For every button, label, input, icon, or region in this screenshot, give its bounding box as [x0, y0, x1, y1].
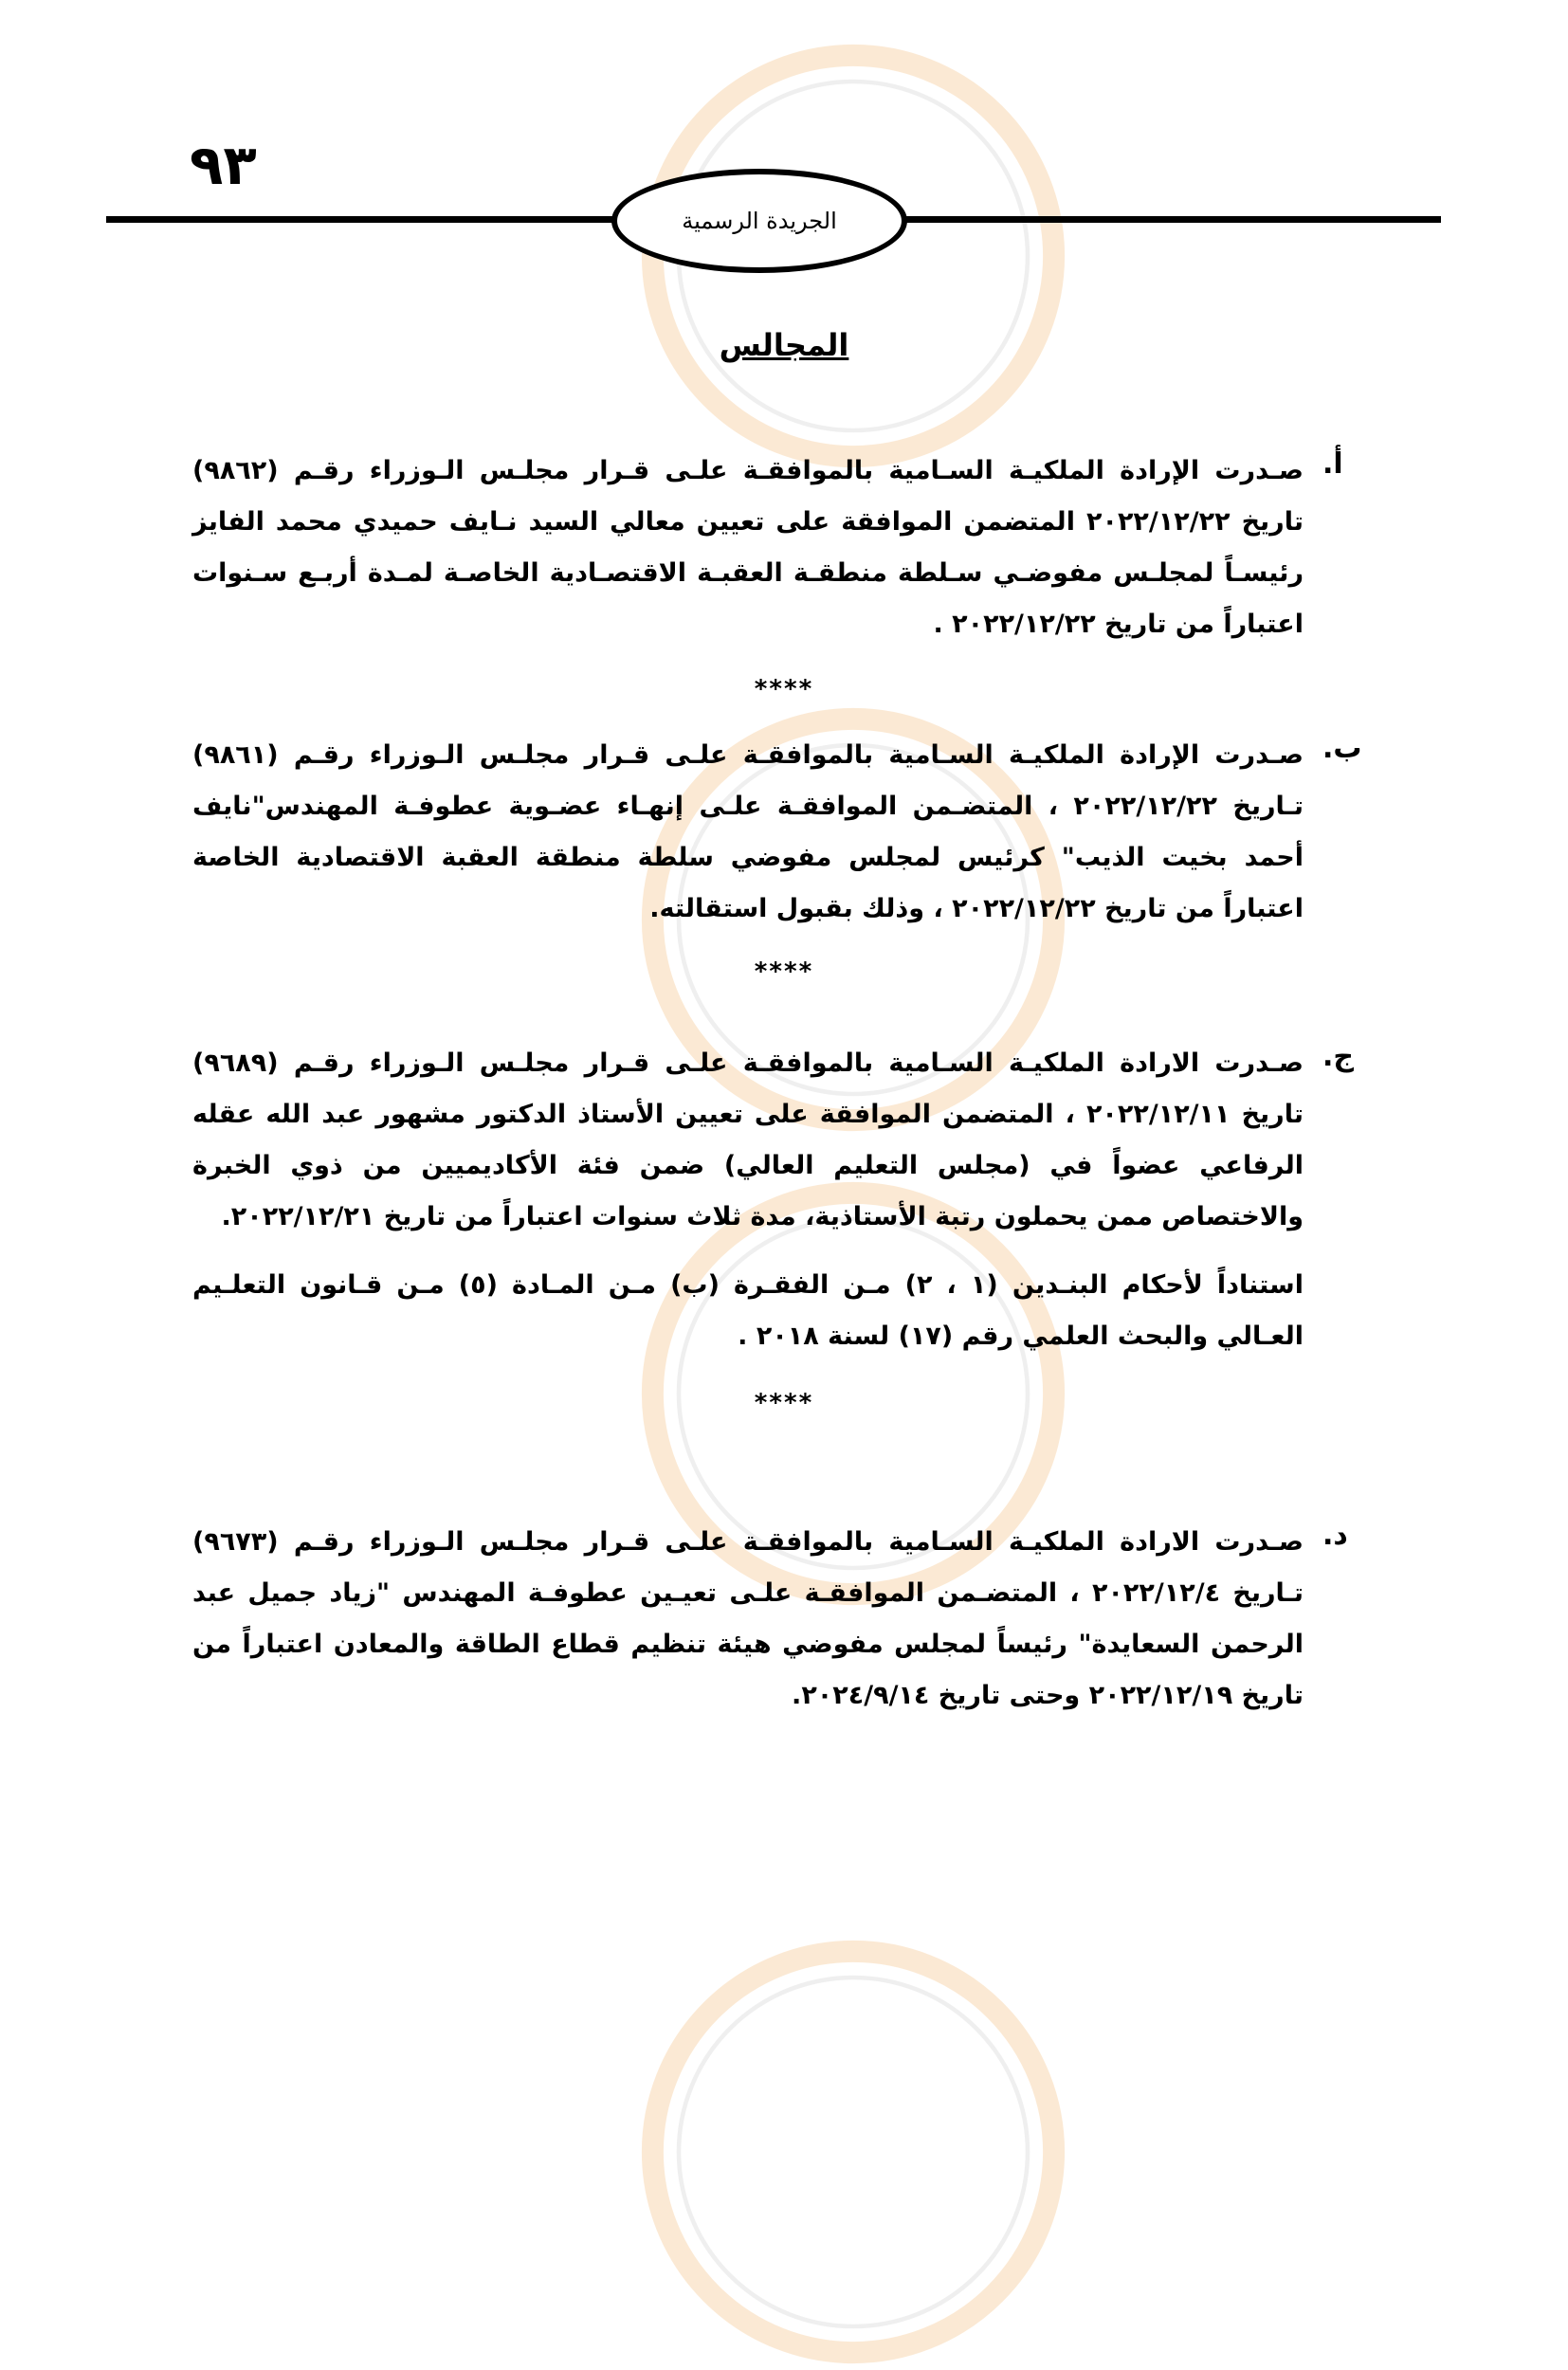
separator: ****	[754, 675, 814, 703]
decree-item-c	[192, 1038, 1304, 1362]
page-number: ٩٣	[190, 133, 257, 197]
item-marker: ب.	[1322, 732, 1362, 765]
decree-item-a	[192, 446, 1304, 650]
paragraph: استناداً لأحكام البنـدين (١ ، ٢) مـن الفقـرة (ب) مـن المـادة (٥) مـن قـانون التعلـيم العـالي والبحث العلمي رقم (١٧) لسنة ٢٠١٨ .	[192, 1270, 1304, 1351]
watermark-clock-logo	[635, 1934, 1071, 2370]
paragraph: صـدرت الإرادة الملكيـة السـامية بالموافقـة علـى قـرار مجلـس الـوزراء رقـم (٩٨٦٢) تاريخ ٢٠٢٢/١٢/٢٢ المتضمن الموافقة على تعيين معالي السيد نـايف حميدي محمد الفايز رئيسـاً لمجلـس مفوضـي سـلطة منطقـة العقبـة الاقتصـادية الخاصـة لمـدة أربـع سـنوات اعتباراً من تاريخ ٢٠٢٢/١٢/٢٢ .	[192, 456, 1304, 639]
item-marker: د.	[1322, 1519, 1348, 1552]
gazette-header-oval	[611, 169, 907, 273]
gazette-name: الجريدة الرسمية	[682, 208, 837, 234]
decree-item-b	[192, 730, 1304, 935]
separator: ****	[754, 957, 814, 986]
item-marker: أ.	[1322, 447, 1343, 481]
paragraph: صـدرت الارادة الملكيـة السـامية بالموافقـة علـى قـرار مجلـس الـوزراء رقـم (٩٦٨٩) تاريخ ٢٠٢٢/١٢/١١ ، المتضمن الموافقة على تعيين الأستاذ الدكتور مشهور عبد الله عقله الرفاعي عضواً في (مجلس التعليم العالي) ضمن فئة الأكاديميين من ذوي الخبرة والاختصاص ممن يحملون رتبة الأستاذية، مدة ثلاث سنوات اعتباراً من تاريخ ٢٠٢٢/١٢/٢١.	[192, 1048, 1304, 1231]
paragraph: صـدرت الارادة الملكيـة السـامية بالموافقـة علـى قـرار مجلـس الـوزراء رقـم (٩٦٧٣) تـاريخ ٢٠٢٢/١٢/٤ ، المتضـمن الموافقـة علـى تعيـين عطوفـة المهندس "زياد جميل عبد الرحمن السعايدة" رئيساً لمجلس مفوضي هيئة تنظيم قطاع الطاقة والمعادن اعتباراً من تاريخ ٢٠٢٢/١٢/١٩ وحتى تاريخ ٢٠٢٤/٩/١٤.	[192, 1527, 1304, 1710]
paragraph: صـدرت الإرادة الملكيـة السـامية بالموافقـة علـى قـرار مجلـس الـوزراء رقـم (٩٨٦١) تـاريخ ٢٠٢٢/١٢/٢٢ ، المتضـمن الموافقـة علـى إنهـاء عضـوية عطوفـة المهندس"نايف أحمد بخيت الذيب" كرئيس لمجلس مفوضي سلطة منطقة العقبة الاقتصادية الخاصة اعتباراً من تاريخ ٢٠٢٢/١٢/٢٢ ، وذلك بقبول استقالته.	[192, 740, 1304, 923]
separator: ****	[754, 1389, 814, 1417]
item-marker: ج.	[1322, 1040, 1355, 1073]
section-title: المجالس	[719, 327, 849, 363]
decree-item-d	[192, 1517, 1304, 1722]
